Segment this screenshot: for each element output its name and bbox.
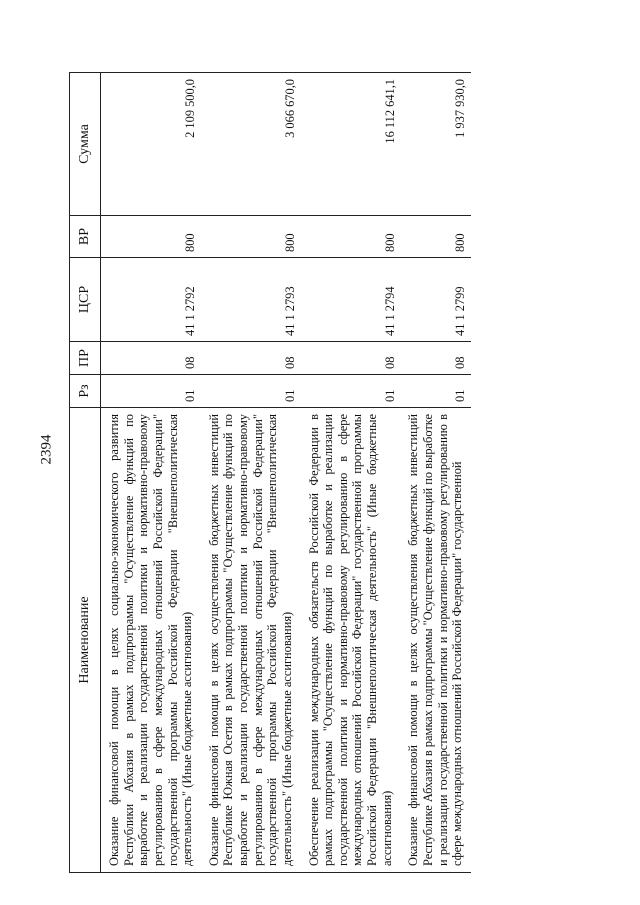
row-pr: 08 bbox=[301, 342, 401, 375]
row-pr: 08 bbox=[101, 342, 201, 375]
row-name: Оказание финансовой помощи в целях осуществления бюджетных инвестиций Республике Южная Осетия в рамках подпрограммы "Осуществление функций по выработке и реализации государственной политики и нормативно-правовому регулированию в сфере международных отношений Российской Федерации" государственной программы Российской Федерации "Внешнеполитическая деятельность" (Иные бюджетные ассигнования) bbox=[201, 408, 301, 873]
row-pr: 08 bbox=[400, 342, 471, 375]
row-csr: 41 1 2799 bbox=[400, 258, 471, 342]
row-vr: 800 bbox=[400, 216, 471, 258]
col-header-sum: Сумма bbox=[70, 73, 101, 216]
row-sum: 1 937 930,0 bbox=[400, 73, 471, 216]
row-name: Оказание финансовой помощи в целях социально-экономического развития Республики Абхазия в рамках подпрограммы "Осуществление функций по выработке и реализации государственной политики и нормативно-правовому регулированию в сфере международных отношений Российской Федерации" государственной программы Российской Федерации "Внешнеполитическая деятельность" (Иные бюджетные ассигнования) bbox=[101, 408, 201, 873]
row-rz: 01 bbox=[301, 375, 401, 408]
table-row bbox=[201, 73, 301, 873]
col-header-vr: ВР bbox=[70, 216, 101, 258]
table-header-row bbox=[70, 73, 101, 873]
col-header-csr: ЦСР bbox=[70, 258, 101, 342]
row-sum: 16 112 641,1 bbox=[301, 73, 401, 216]
table-row bbox=[400, 73, 471, 873]
row-rz: 01 bbox=[400, 375, 471, 408]
row-name: Оказание финансовой помощи в целях осуществления бюджетных инвестиций Республике Абхазия в рамках подпрограммы "Осуществление функций по выработке и реализации государственной политики и нормативно-правовому регулированию в сфере международных отношений Российской Федерации" государственной bbox=[400, 408, 471, 873]
row-name: Обеспечение реализации международных обязательств Российской Федерации в рамках подпрограммы "Осуществление функций по выработке и реализации государственной политики и нормативно-правовому регулированию в сфере международных отношений Российской Федерации" государственной программы Российской Федерации "Внешнеполитическая деятельность" (Иные бюджетные ассигнования) bbox=[301, 408, 401, 873]
row-rz: 01 bbox=[201, 375, 301, 408]
budget-table-container bbox=[69, 73, 568, 873]
row-csr: 41 1 2792 bbox=[101, 258, 201, 342]
row-rz: 01 bbox=[101, 375, 201, 408]
row-sum: 3 066 670,0 bbox=[201, 73, 301, 216]
row-csr: 41 1 2794 bbox=[301, 258, 401, 342]
row-vr: 800 bbox=[101, 216, 201, 258]
page-number: 2394 bbox=[38, 434, 55, 465]
row-vr: 800 bbox=[201, 216, 301, 258]
col-header-name: Наименование bbox=[70, 408, 101, 873]
row-vr: 800 bbox=[301, 216, 401, 258]
row-sum: 2 109 500,0 bbox=[101, 73, 201, 216]
row-csr: 41 1 2793 bbox=[201, 258, 301, 342]
budget-table bbox=[69, 72, 471, 873]
budget-table-rotated bbox=[69, 73, 568, 873]
col-header-rz: Рз bbox=[70, 375, 101, 408]
col-header-pr: ПР bbox=[70, 342, 101, 375]
table-row bbox=[301, 73, 401, 873]
table-row bbox=[101, 73, 201, 873]
row-pr: 08 bbox=[201, 342, 301, 375]
